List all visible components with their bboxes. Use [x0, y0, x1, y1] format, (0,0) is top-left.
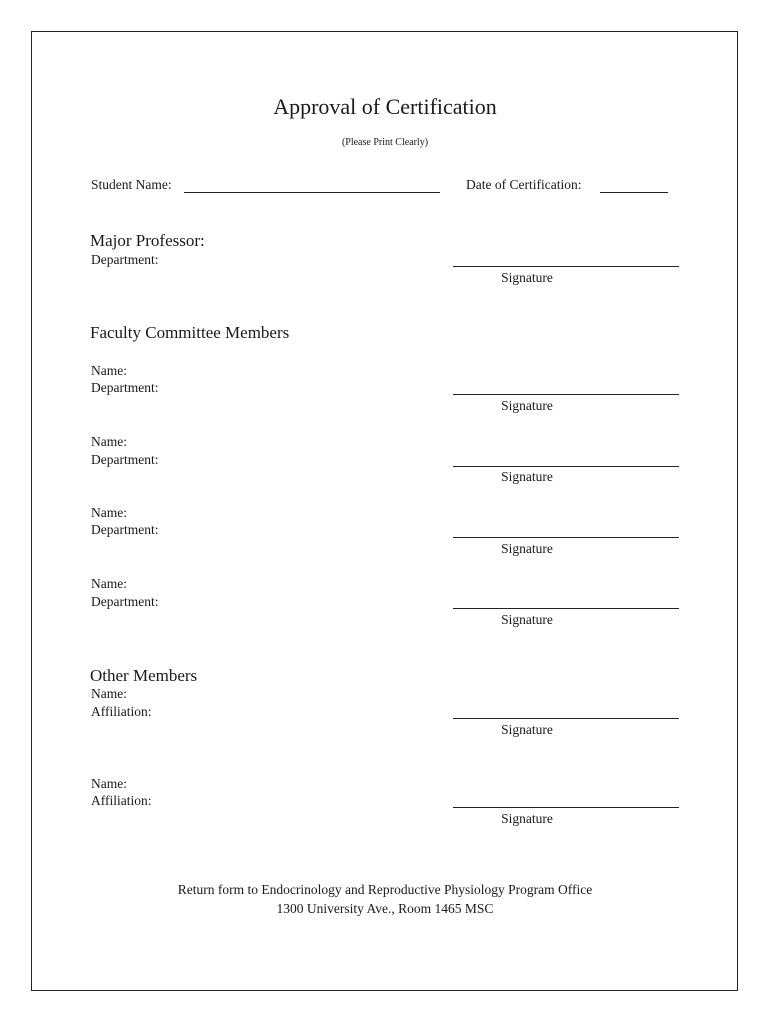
- department-label: Department:: [91, 380, 159, 395]
- department-label: Department:: [91, 594, 159, 609]
- name-label: Name:: [91, 576, 127, 591]
- footer-address: 1300 University Ave., Room 1465 MSC: [276, 901, 494, 916]
- department-label: Department:: [91, 252, 159, 267]
- signature-line[interactable]: [453, 466, 679, 467]
- affiliation-label: Affiliation:: [91, 793, 152, 808]
- signature-label: Signature: [501, 722, 553, 737]
- signature-label: Signature: [501, 811, 553, 826]
- name-label: Name:: [91, 363, 127, 378]
- major-professor-heading: Major Professor:: [90, 231, 205, 250]
- signature-line[interactable]: [453, 394, 679, 395]
- date-certification-label: Date of Certification:: [466, 177, 582, 192]
- student-name-label: Student Name:: [91, 177, 172, 192]
- name-label: Name:: [91, 776, 127, 791]
- form-border: [31, 31, 738, 991]
- form-title: Approval of Certification: [273, 94, 497, 119]
- affiliation-label: Affiliation:: [91, 704, 152, 719]
- signature-line[interactable]: [453, 608, 679, 609]
- footer-return-instruction: Return form to Endocrinology and Reproductive Physiology Program Office: [177, 882, 593, 897]
- department-label: Department:: [91, 522, 159, 537]
- name-label: Name:: [91, 434, 127, 449]
- name-label: Name:: [91, 686, 127, 701]
- signature-line[interactable]: [453, 718, 679, 719]
- signature-label: Signature: [501, 270, 553, 285]
- signature-line[interactable]: [453, 266, 679, 267]
- signature-label: Signature: [501, 612, 553, 627]
- name-label: Name:: [91, 505, 127, 520]
- department-label: Department:: [91, 452, 159, 467]
- form-subtitle: (Please Print Clearly): [341, 137, 429, 148]
- signature-label: Signature: [501, 541, 553, 556]
- signature-label: Signature: [501, 398, 553, 413]
- date-certification-field[interactable]: [600, 192, 668, 193]
- other-members-heading: Other Members: [90, 666, 198, 685]
- signature-line[interactable]: [453, 537, 679, 538]
- signature-line[interactable]: [453, 807, 679, 808]
- student-name-field[interactable]: [184, 192, 440, 193]
- faculty-committee-heading: Faculty Committee Members: [90, 323, 290, 342]
- signature-label: Signature: [501, 469, 553, 484]
